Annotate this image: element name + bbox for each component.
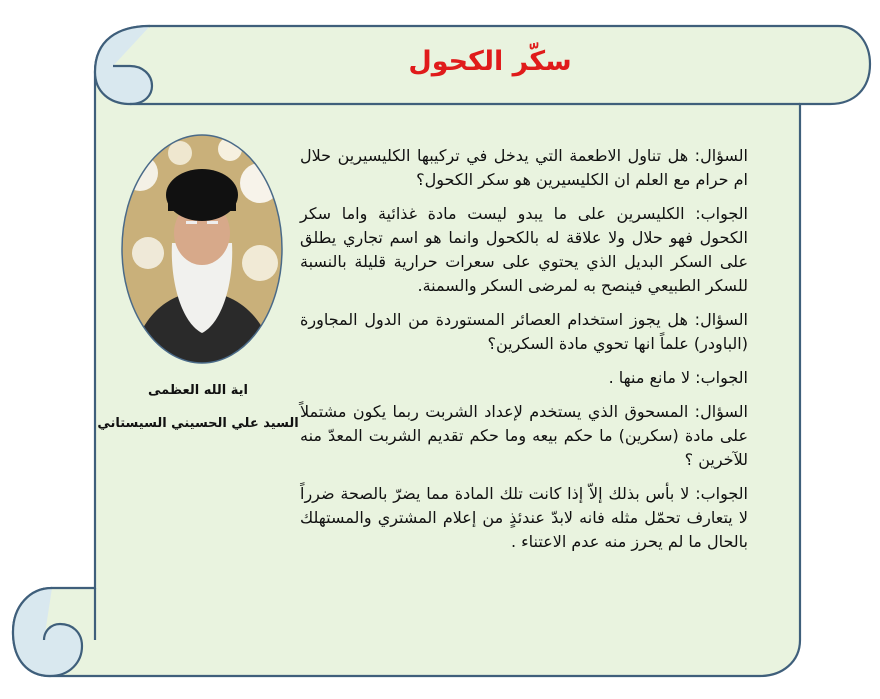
caption-name: السيد علي الحسيني السيستاني: [97, 416, 299, 431]
qa-text: [300, 144, 748, 564]
portrait-image: [120, 133, 284, 365]
page-title: سكّر الكحول: [408, 46, 572, 77]
caption-title: اية الله العظمى: [147, 383, 248, 398]
answer-1: الجواب: الكليسرين على ما يبدو ليست مادة غذائية واما سكر الكحول فهو حلال ولا علاقة له بالكحول وانما هو اسم تجاري يطلق على السكر البديل الذي يحتوي على سعرات حرارية قليلة بالنسبة للسكر الطبيعي فينصح به لمرضى السكر والسمنة.: [300, 204, 748, 295]
question-1: السؤال: هل تناول الاطعمة التي يدخل في تركيبها الكليسيرين حلال ام حرام مع العلم ان الكليسيرين هو سكر الكحول؟: [300, 146, 748, 189]
question-2: السؤال: هل يجوز استخدام العصائر المستوردة من الدول المجاورة (الباودر) علماً انها تحوي مادة السكرين؟: [300, 310, 748, 353]
question-3: السؤال: المسحوق الذي يستخدم لإعداد الشربت ربما يكون مشتملاً على مادة (سكرين) ما حكم بيعه وما حكم تقديم الشربت المعدّ منه للآخرين ؟: [300, 402, 748, 469]
answer-3: الجواب: لا بأس بذلك إلاّ إذا كانت تلك المادة مما يضرّ بالصحة ضرراً لا يتعارف تحمّل مثله فانه لابدّ عندئذٍ من إعلام المشتري والمستهلك بالحال ما لم يحرز منه عدم الاعتناء .: [300, 484, 748, 551]
answer-2: الجواب: لا مانع منها .: [608, 368, 748, 387]
